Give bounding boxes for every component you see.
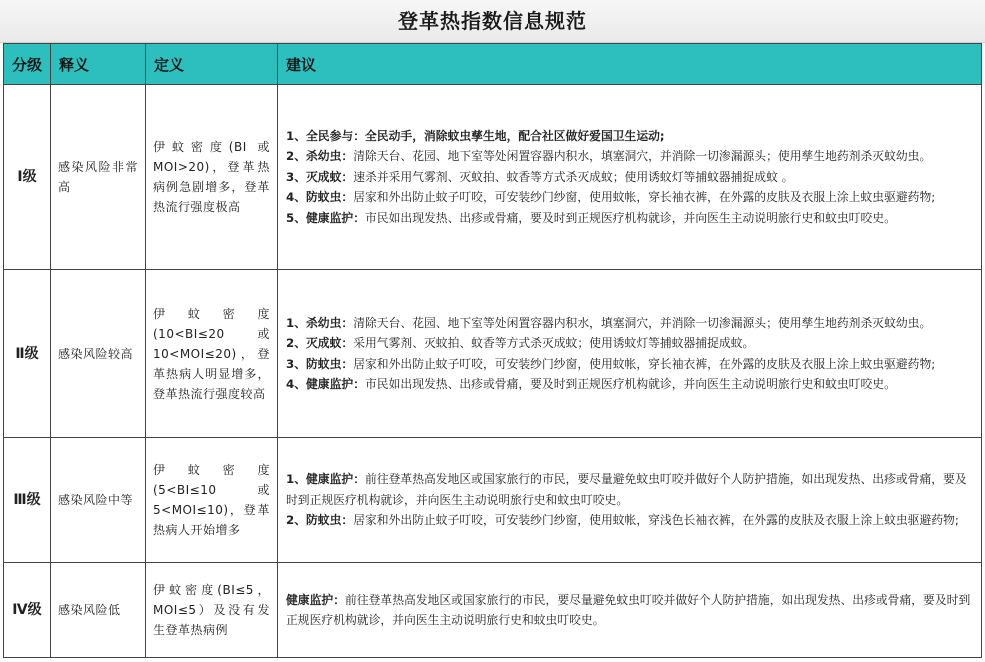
advice-cell: [278, 438, 982, 563]
header-definition: 定义: [146, 44, 278, 85]
advice-text: 居家和外出防止蚊子叮咬，可安装纱门纱窗，使用蚊帐，穿长袖衣裤，在外露的皮肤及衣服上涂上蚊虫驱避药物;: [353, 190, 936, 205]
advice-text: 居家和外出防止蚊子叮咬，可安装纱门纱窗，使用蚊帐，穿浅色长袖衣裤，在外露的皮肤及衣服上涂上蚊虫驱避药物;: [353, 513, 959, 528]
table-row: [4, 270, 982, 438]
advice-item: [286, 208, 975, 229]
advice-text: 采用气雾剂、灭蚊拍、蚊香等方式杀灭成蚊；使用诱蚊灯等捕蚊器捕捉成蚊。: [353, 336, 755, 350]
advice-text: 前往登革热高发地区或国家旅行的市民，要尽量避免蚊虫叮咬并做好个人防护措施，如出现发热、出疹或骨痛，要及时到正规医疗机构就诊，并向医生主动说明旅行史和蚊虫叮咬史。: [286, 592, 971, 627]
dengue-index-table: [3, 43, 982, 658]
table-header-row: [4, 44, 982, 85]
header-level: 分级: [4, 44, 51, 85]
advice-item: [286, 374, 975, 395]
advice-item: [286, 146, 975, 167]
advice-cell: [278, 563, 982, 658]
advice-heading: 1、健康监护：: [286, 472, 365, 487]
advice-heading: 1、全民参与：: [286, 128, 365, 143]
advice-heading: 4、防蚊虫：: [286, 190, 354, 205]
advice-heading: 2、杀幼虫：: [286, 149, 354, 164]
definition-cell: 伊蚊密度(BI 或 MOI>20)，登革热病例急剧增多，登革热流行强度极高: [146, 85, 278, 270]
advice-text: 速杀并采用气雾剂、灭蚊拍、蚊香等方式杀灭成蚊；使用诱蚊灯等捕蚊器捕捉成蚊 。: [353, 169, 794, 184]
advice-item: [286, 167, 975, 188]
meaning-cell: 感染风险非常高: [51, 85, 146, 270]
advice-item: [286, 313, 975, 334]
advice-item: [286, 469, 975, 510]
meaning-cell: 感染风险中等: [51, 438, 146, 563]
advice-cell: [278, 270, 982, 438]
advice-text: 居家和外出防止蚊子叮咬，可安装纱门纱窗，使用蚊帐，穿长袖衣裤，在外露的皮肤及衣服上涂上蚊虫驱避药物;: [353, 356, 936, 371]
page-title: 登革热指数信息规范: [0, 0, 985, 43]
table-row: [4, 438, 982, 563]
level-cell: Ⅲ级: [4, 438, 51, 563]
level-cell: Ⅳ级: [4, 563, 51, 658]
level-cell: Ⅱ级: [4, 270, 51, 438]
advice-heading: 3、防蚊虫：: [286, 356, 354, 371]
advice-item: [286, 126, 975, 147]
advice-item: [286, 354, 975, 375]
advice-heading: 1、杀幼虫：: [286, 315, 354, 330]
advice-cell: [278, 85, 982, 270]
advice-heading: 健康监护：: [286, 592, 345, 607]
meaning-cell: 感染风险较高: [51, 270, 146, 438]
advice-item: [286, 333, 975, 354]
advice-text: 市民如出现发热、出疹或骨痛，要及时到正规医疗机构就诊，并向医生主动说明旅行史和蚊虫叮咬史。: [365, 377, 896, 391]
level-cell: Ⅰ级: [4, 85, 51, 270]
table-row: [4, 563, 982, 658]
advice-item: [286, 510, 975, 531]
advice-heading: 3、灭成蚊：: [286, 169, 354, 184]
advice-text: 清除天台、花园、地下室等处闲置容器内积水，填塞洞穴，并消除一切渗漏源头；使用孳生地药剂杀灭蚊幼虫。: [353, 315, 932, 330]
advice-text: 市民如出现发热、出疹或骨痛，要及时到正规医疗机构就诊，并向医生主动说明旅行史和蚊虫叮咬史。: [365, 210, 896, 225]
definition-cell: 伊蚊密度 (5<BI≤10 或 5<MOI≤10)，登革热病人开始增多: [146, 438, 278, 563]
advice-text: 清除天台、花园、地下室等处闲置容器内积水，填塞洞穴，并消除一切渗漏源头；使用孳生地药剂杀灭蚊幼虫。: [353, 149, 932, 164]
table-row: [4, 85, 982, 270]
definition-cell: 伊蚊密度(BI≤5，MOI≤5）及没有发生登革热病例: [146, 563, 278, 658]
advice-text: 全民动手，消除蚊虫孳生地，配合社区做好爱国卫生运动;: [365, 128, 665, 143]
header-meaning: 释义: [51, 44, 146, 85]
advice-text: 前往登革热高发地区或国家旅行的市民，要尽量避免蚊虫叮咬并做好个人防护措施，如出现发热、出疹或骨痛，要及时到正规医疗机构就诊，并向医生主动说明旅行史和蚊虫叮咬史。: [286, 472, 967, 507]
advice-item: [286, 590, 975, 631]
advice-item: [286, 187, 975, 208]
advice-heading: 4、健康监护：: [286, 377, 365, 391]
definition-cell: 伊蚊密度 (10<BI≤20 或 10<MOI≤20)，登革热病人明显增多，登革热流行强度较高: [146, 270, 278, 438]
advice-heading: 2、防蚊虫：: [286, 513, 354, 528]
header-advice: 建议: [278, 44, 982, 85]
advice-heading: 5、健康监护：: [286, 210, 365, 225]
meaning-cell: 感染风险低: [51, 563, 146, 658]
advice-heading: 2、灭成蚊：: [286, 336, 354, 350]
